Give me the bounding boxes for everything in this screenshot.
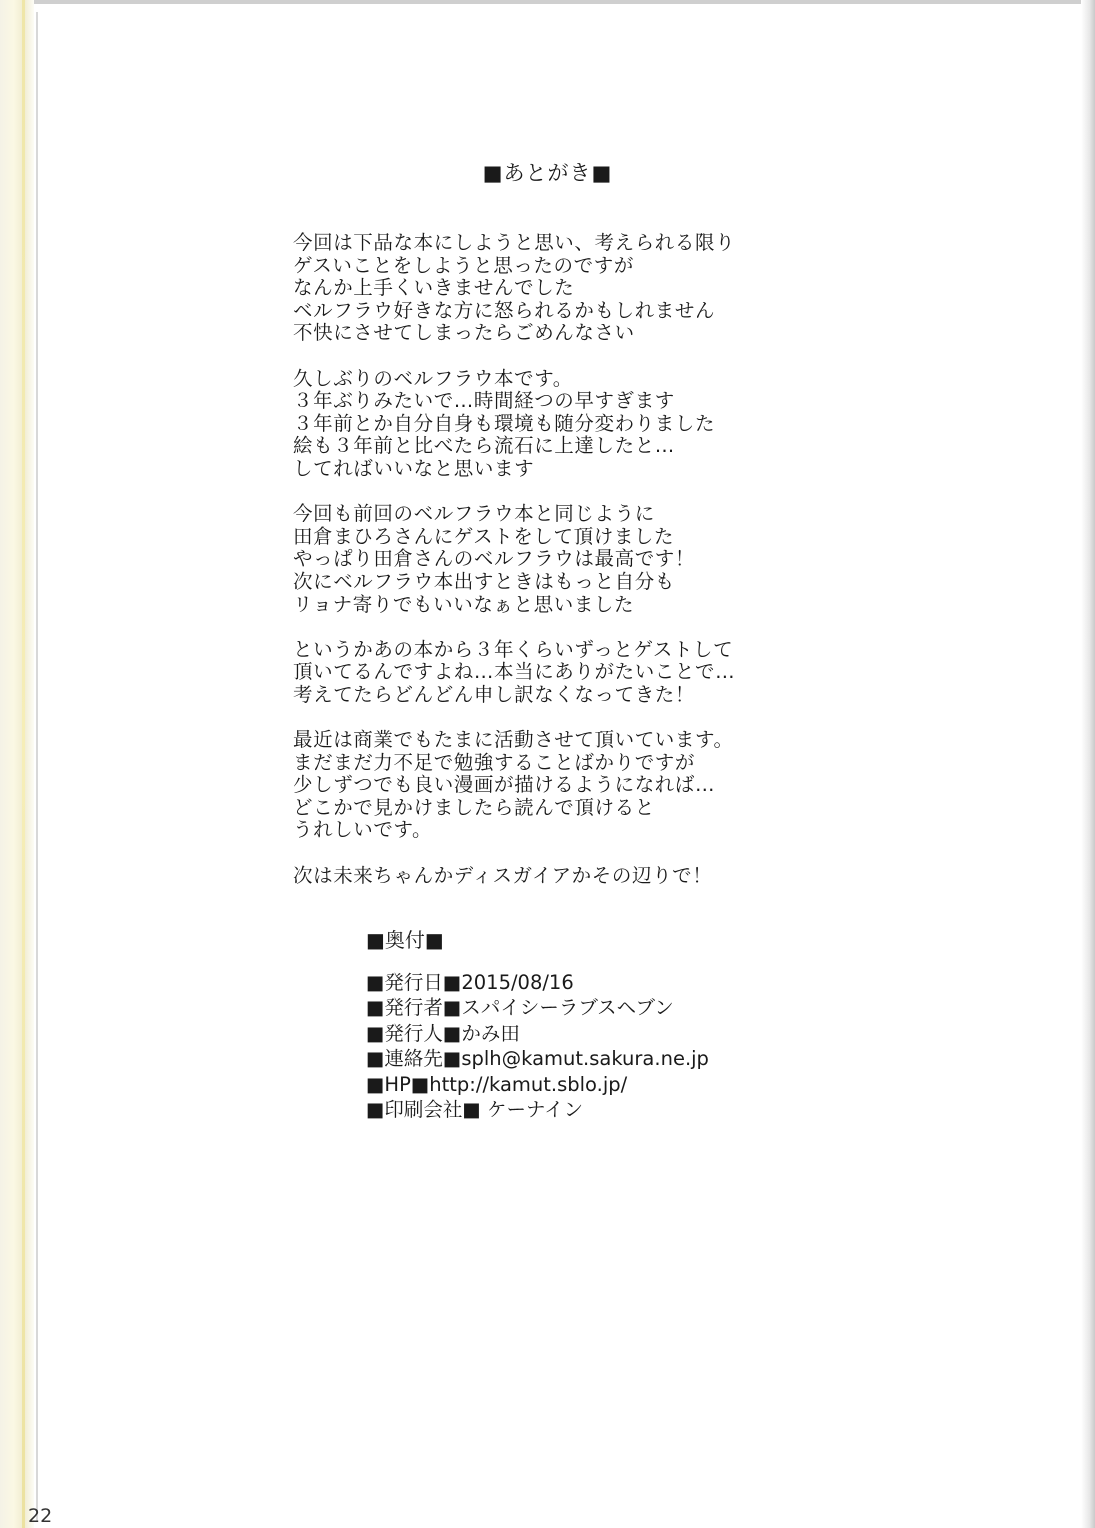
- paragraph: [293, 639, 793, 707]
- colophon-heading: ■奥付■: [366, 928, 444, 952]
- text-line: 不快にさせてしまったらごめんなさい: [293, 321, 635, 345]
- colophon-printer: ■印刷会社■ ケーナイン: [366, 1097, 584, 1121]
- text-line: なんか上手くいきませんでした: [293, 276, 575, 300]
- page-number: 22: [28, 1505, 53, 1527]
- binding-shadow: [0, 0, 34, 1528]
- scan-top-edge: [34, 0, 1095, 4]
- text-line: 今回も前回のベルフラウ本と同じように: [293, 502, 655, 526]
- text-line: ベルフラウ好きな方に怒られるかもしれません: [293, 298, 716, 322]
- colophon-publish-date: ■発行日■2015/08/16: [366, 971, 574, 994]
- colophon-list: [366, 970, 709, 1122]
- text-line: 少しずつでも良い漫画が描けるようになれば…: [293, 773, 716, 797]
- paragraph: [293, 368, 793, 481]
- text-line: してればいいなと思います: [293, 456, 535, 480]
- paragraph: [293, 865, 793, 888]
- paragraph: [293, 729, 793, 842]
- text-line: 考えてたらどんどん申し訳なくなってきた！: [293, 682, 696, 706]
- text-line: ３年前とか自分自身も環境も随分変わりました: [293, 411, 716, 435]
- text-line: 次にベルフラウ本出すときはもっと自分も: [293, 569, 675, 593]
- text-line: 久しぶりのベルフラウ本です。: [293, 366, 573, 390]
- afterword-body: [293, 232, 793, 910]
- text-line: ゲスいことをしようと思ったのですが: [293, 253, 634, 277]
- text-line: 今回は下品な本にしようと思い、考えられる限り: [293, 231, 736, 254]
- colophon-contact: ■連絡先■splh@kamut.sakura.ne.jp: [366, 1047, 709, 1071]
- text-line: やっぱり田倉さんのベルフラウは最高です！: [293, 547, 696, 571]
- text-line: うれしいです。: [293, 818, 433, 842]
- afterword-heading: ■あとがき■: [482, 161, 613, 185]
- colophon-homepage: ■HP■http://kamut.sblo.jp/: [366, 1072, 628, 1096]
- text-line: 次は未来ちゃんかディスガイアかその辺りで！: [293, 863, 713, 887]
- scan-right-edge: [1081, 0, 1095, 1528]
- text-line: 絵も３年前と比べたら流石に上達したと…: [293, 434, 675, 458]
- text-line: ３年ぶりみたいで…時間経つの早すぎます: [293, 389, 675, 413]
- text-line: 最近は商業でもたまに活動させて頂いています。: [293, 728, 734, 752]
- paragraph: [293, 503, 793, 616]
- page-edge: [36, 12, 38, 1522]
- binding-tape: [22, 0, 25, 1528]
- text-line: どこかで見かけましたら読んで頂けると: [293, 795, 655, 819]
- text-line: リョナ寄りでもいいなぁと思いました: [293, 592, 635, 616]
- text-line: というかあの本から３年くらいずっとゲストして: [293, 637, 734, 661]
- text-line: 頂いてるんですよね…本当にありがたいことで…: [293, 660, 736, 684]
- text-line: まだまだ力不足で勉強することばかりですが: [293, 750, 696, 774]
- text-line: 田倉まひろさんにゲストをして頂けました: [293, 524, 675, 548]
- colophon-issuer: ■発行人■かみ田: [366, 1021, 520, 1045]
- colophon-publisher: ■発行者■スパイシーラブスヘブン: [366, 996, 674, 1020]
- paragraph: [293, 232, 793, 345]
